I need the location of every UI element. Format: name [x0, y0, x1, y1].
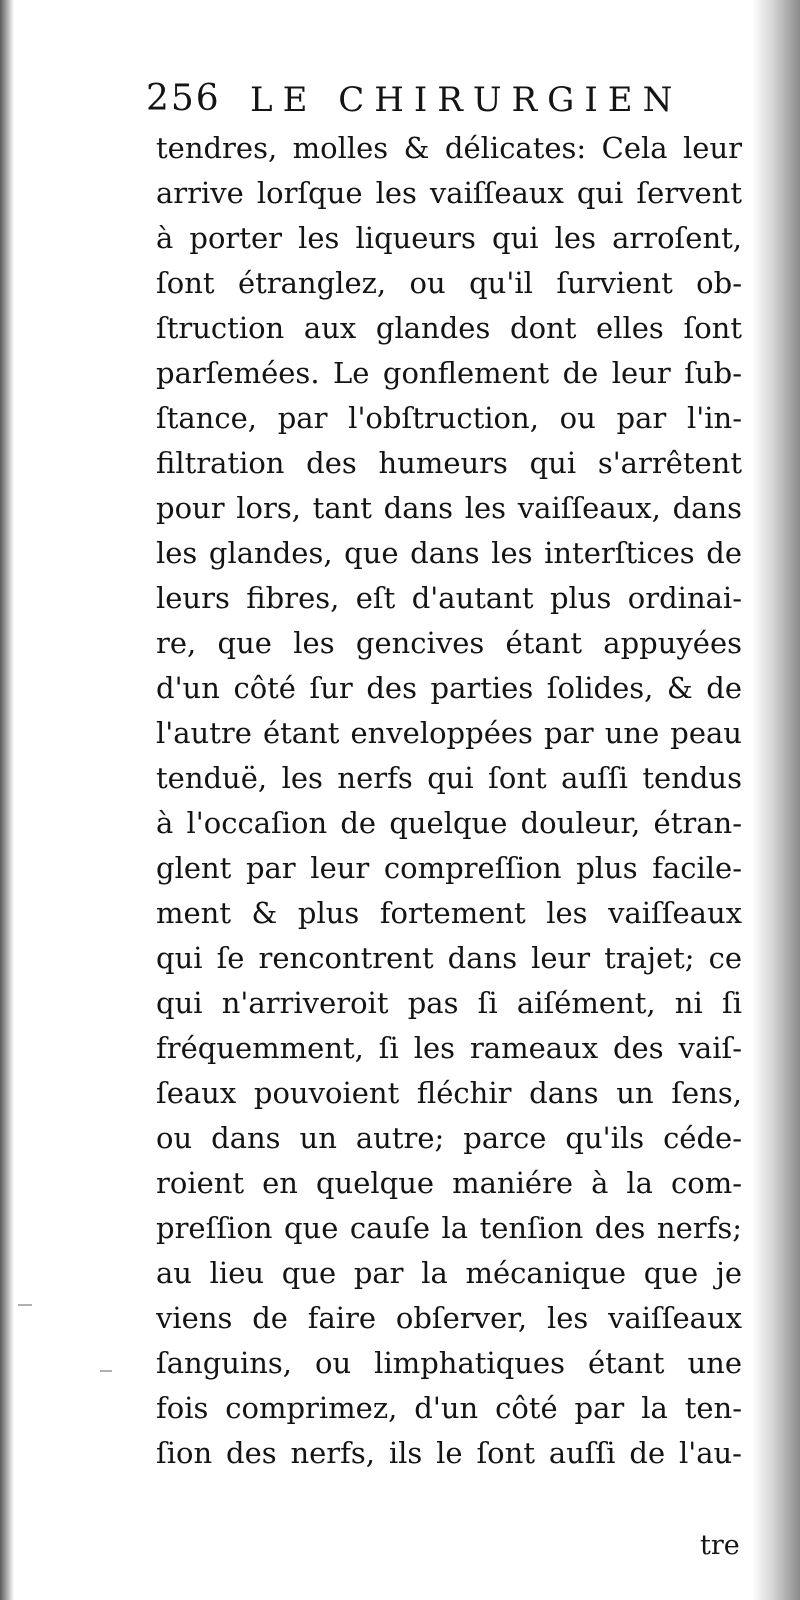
- page-edge-shadow: [752, 0, 800, 1600]
- text-line: l'autre étant enveloppées par une peau: [156, 716, 742, 750]
- body-text: [156, 126, 742, 1476]
- text-line: parſemées. Le gonflement de leur ſub-: [156, 356, 742, 390]
- text-line: tenduë, les nerfs qui ſont auſſi tendus: [156, 761, 742, 795]
- margin-mark: [100, 1370, 112, 1372]
- text-line: viens de faire obſerver, les vaiſſeaux: [156, 1301, 742, 1335]
- text-line: fréquemment, ſi les rameaux des vaiſ-: [156, 1031, 742, 1065]
- page-gutter-shadow: [0, 0, 14, 1600]
- text-line: à porter les liqueurs qui les arroſent,: [156, 221, 742, 255]
- text-line: ſtruction aux glandes dont elles ſont: [156, 311, 742, 345]
- text-line: tendres, molles & délicates: Cela leur: [156, 131, 742, 165]
- page-number: 256: [146, 78, 221, 119]
- text-line: ou dans un autre; parce qu'ils céde-: [156, 1121, 742, 1155]
- text-line: preſſion que cauſe la tenſion des nerfs;: [156, 1211, 742, 1245]
- text-line: arrive lorſque les vaiſſeaux qui ſervent: [156, 176, 742, 210]
- text-line: ſanguins, ou limphatiques étant une: [156, 1346, 742, 1380]
- text-line: ſion des nerfs, ils le ſont auſſi de l'au-: [156, 1436, 742, 1470]
- text-line: fois comprimez, d'un côté par la ten-: [156, 1391, 742, 1425]
- text-line: d'un côté ſur des parties ſolides, & de: [156, 671, 742, 705]
- text-line: ment & plus fortement les vaiſſeaux: [156, 896, 742, 930]
- text-line: au lieu que par la mécanique que je: [156, 1256, 742, 1290]
- text-line: ſeaux pouvoient fléchir dans un ſens,: [156, 1076, 742, 1110]
- text-line: ſont étranglez, ou qu'il ſurvient ob-: [156, 266, 742, 300]
- text-line: qui n'arriveroit pas ſi aiſément, ni ſi: [156, 986, 742, 1020]
- text-line: filtration des humeurs qui s'arrêtent: [156, 446, 742, 480]
- text-line: les glandes, que dans les interſtices de: [156, 536, 742, 570]
- margin-mark: [18, 1304, 32, 1306]
- text-line: glent par leur compreſſion plus facile-: [156, 851, 742, 885]
- running-title: LE CHIRURGIEN: [250, 80, 683, 120]
- text-line: leurs fibres, eſt d'autant plus ordinai-: [156, 581, 742, 615]
- text-line: roient en quelque maniére à la com-: [156, 1166, 742, 1200]
- text-line: re, que les gencives étant appuyées: [156, 626, 742, 660]
- text-line: ſtance, par l'obſtruction, ou par l'in-: [156, 401, 742, 435]
- text-line: à l'occaſion de quelque douleur, étran-: [156, 806, 742, 840]
- page-header: [146, 72, 756, 128]
- text-line: qui ſe rencontrent dans leur trajet; ce: [156, 941, 742, 975]
- catchword: tre: [700, 1530, 740, 1561]
- text-line: pour lors, tant dans les vaiſſeaux, dans: [156, 491, 742, 525]
